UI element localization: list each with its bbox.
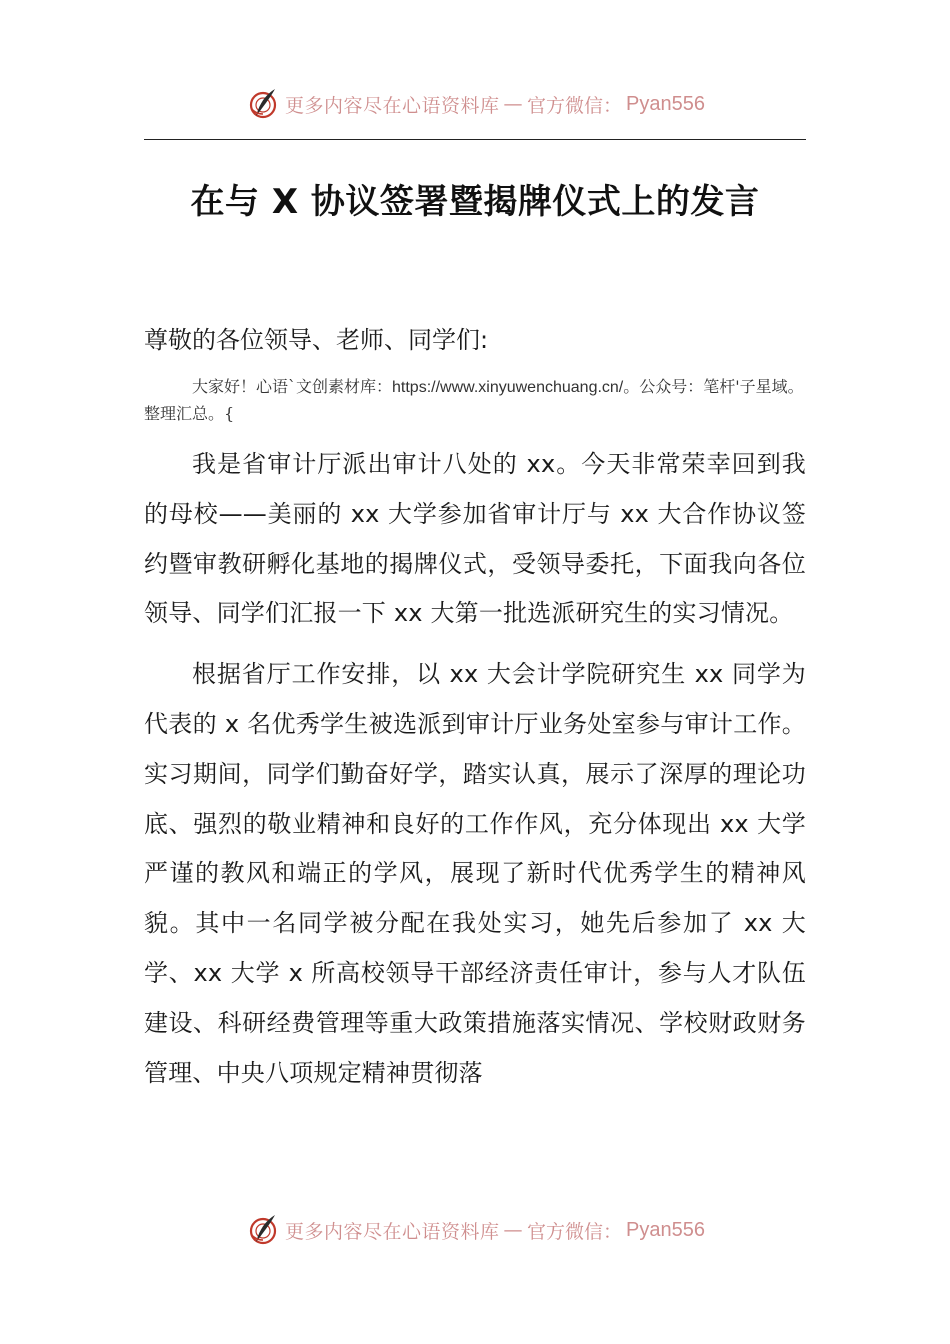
banner-slogan: 更多内容尽在心语资料库 — [285, 94, 500, 117]
body-paragraph: 我是省审计厅派出审计八处的 xx。今天非常荣幸回到我的母校——美丽的 xx 大学参加省审计厅与 xx 大合作协议签约暨审教研孵化基地的揭牌仪式，受领导委托，下面我向各位领导、同学们汇报一下 xx 大第一批选派研究生的实习情况。 — [144, 450, 806, 628]
salutation: 尊敬的各位领导、老师、同学们: — [144, 326, 489, 354]
banner-slogan: 更多内容尽在心语资料库 — [285, 1220, 500, 1243]
banner-wechat-id: Pyan556 — [626, 92, 705, 115]
source-note-url: https://www.xinyuwenchuang.cn/ — [392, 379, 624, 396]
banner-wechat-id: Pyan556 — [626, 1218, 705, 1241]
body-paragraph: 根据省厅工作安排，以 xx 大会计学院研究生 xx 同学为代表的 x 名优秀学生被选派到审计厅业务处室参与审计工作。实习期间，同学们勤奋好学，踏实认真，展示了深厚的理论功底、强烈的敬业精神和良好的工作作风，充分体现出 xx 大学严谨的教风和端正的学风，展现了新时代优秀学生的精神风貌。其中一名同学被分配在我处实习，她先后参加了 xx 大学、xx 大学 x 所高校领导干部经济责任审计，参与人才队伍建设、科研经费管理等重大政策措施落实情况、学校财政财务管理、中央八项规定精神贯彻落 — [144, 660, 806, 1087]
quill-logo-icon — [245, 86, 281, 122]
banner-dash: — — [503, 93, 524, 115]
footer-banner-content — [245, 1212, 705, 1248]
header-banner-content — [245, 86, 705, 122]
banner-wechat-label: 官方微信： — [527, 94, 623, 117]
footer-watermark-banner — [0, 1210, 950, 1250]
document-title: 在与 X 协议签署暨揭牌仪式上的发言 — [190, 182, 760, 222]
document-body — [144, 440, 806, 1109]
source-note-suffix: 。公众号：笔杆'子星域。整理汇总。{ — [144, 377, 804, 423]
quill-logo-icon — [245, 1212, 281, 1248]
source-note — [144, 374, 806, 427]
source-note-prefix: 大家好！心语`文创素材库： — [192, 377, 393, 396]
banner-wechat-label: 官方微信： — [527, 1220, 623, 1243]
header-divider — [144, 139, 806, 140]
banner-dash: — — [503, 1219, 524, 1241]
header-watermark-banner — [0, 84, 950, 124]
